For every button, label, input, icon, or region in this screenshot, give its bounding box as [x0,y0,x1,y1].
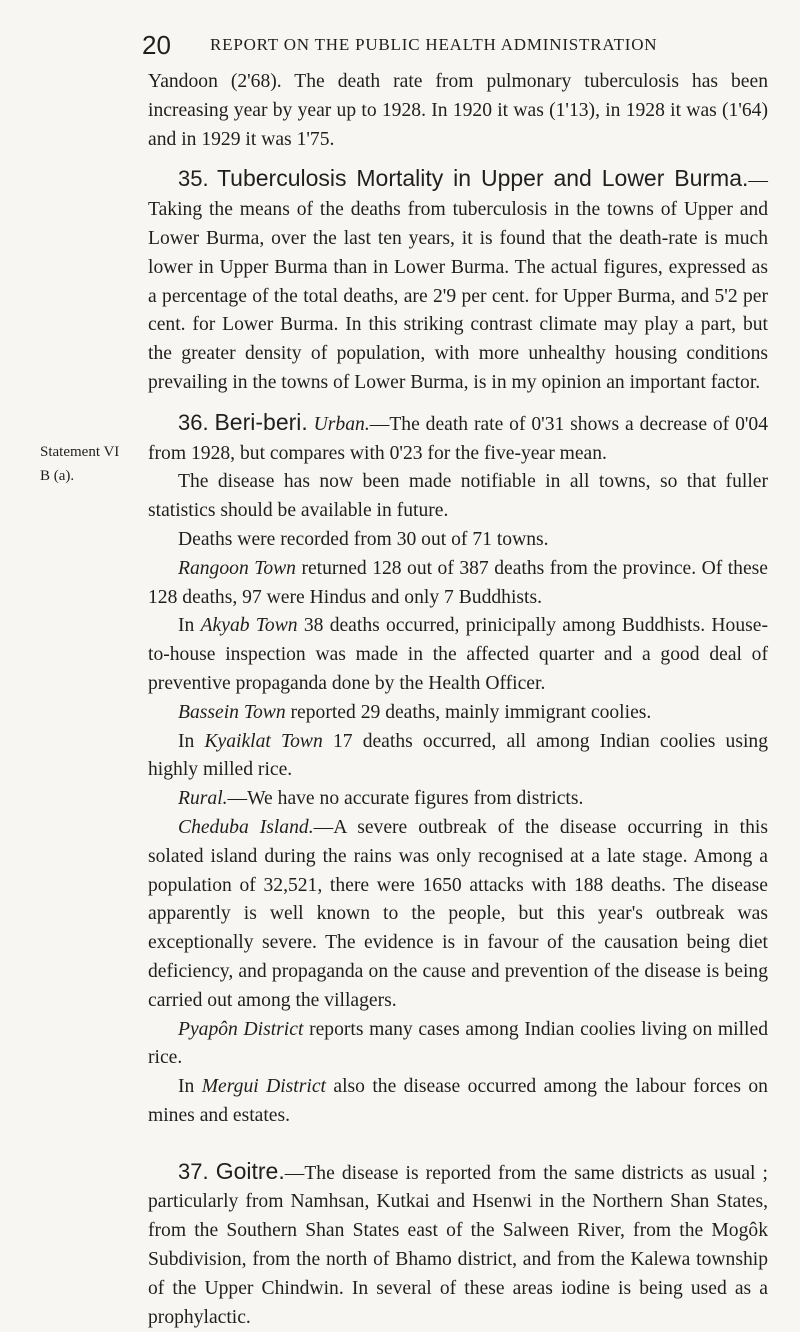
section-36-number: 36. [178,409,209,435]
intro-paragraph: Yandoon (2'68). The death rate from pulmonary tuberculosis has been increasing year by year up to 1928. In 1920 it was (1'13), in 1928 it was (1'64) and in 1929 it was 1'75. [148,71,768,150]
bassein-paragraph [148,699,768,728]
margin-note-line1: Statement VI [40,444,120,460]
notifiable-paragraph: The disease has now been made notifiable in all towns, so that fuller statistics should be available in future. [148,471,768,522]
mergui-prefix: In [178,1076,202,1098]
section-37-title: Goitre. [215,1157,285,1184]
rural-paragraph [148,785,768,814]
section-36 [148,408,768,469]
kyaiklat-prefix: In [178,730,205,752]
running-title: REPORT ON THE PUBLIC HEALTH ADMINISTRATION [210,35,658,54]
pyapon-text: reports many cases among Indian coolies living on milled rice. [148,1018,768,1069]
section-35-number: 35. [178,166,209,192]
mergui-label: Mergui District [201,1076,326,1098]
pyapon-label: Pyapôn District [178,1018,304,1040]
margin-note [40,440,140,488]
section-37-body: —The disease is reported from the same districts as usual ; particularly from Namhsan, Kutkai and Hsenwi in the Northern Shan States, from the Southern Shan States east of the Salween River, from the Mogôk Subdivision, from the north of Bhamo district, and from the Kalewa township of the Upper Chindwin. In several of these areas iodine is being used as a prophylactic. [148,1162,768,1328]
section-37-number: 37. [178,1158,209,1184]
deaths-paragraph: Deaths were recorded from 30 out of 71 towns. [178,528,549,550]
akyab-text: 38 deaths occurred, prinicipally among Buddhists. House-to-house inspection was made in the affected quarter and a good deal of preventive propaganda done by the Health Officer. [148,615,768,694]
kyaiklat-paragraph [148,728,768,786]
section-37 [148,1157,768,1332]
akyab-label: Akyab Town [200,615,298,637]
rangoon-text: returned 128 out of 387 deaths from the province. Of these 128 deaths, 97 were Hindus and only 7 Buddhists. [148,557,768,608]
section-35-body: —Taking the means of the deaths from tuberculosis in the towns of Upper and Lower Burma, over the last ten years, it is found that the death-rate is much lower in Upper Burma than in Lower Burma. The actual figures, expressed as a percentage of the total deaths, are 2'9 per cent. for Upper Burma, and 5'2 per cent. for Lower Burma. In this striking contrast climate may play a part, but the greater density of population, with more unhealthy housing conditions prevailing in the towns of Lower Burma, is in my opinion an important factor. [148,170,768,393]
section-36-title: Beri-beri. [214,408,308,435]
bassein-text: reported 29 deaths, mainly immigrant coolies. [285,701,652,723]
section-35-title: Tuberculosis Mortality in Upper and Lower Burma. [216,165,749,192]
urban-label: Urban. [313,413,370,435]
akyab-paragraph [148,612,768,698]
akyab-prefix: In [178,615,201,637]
pyapon-paragraph [148,1016,768,1074]
mergui-text: also the disease occurred among the labour forces on mines and estates. [148,1076,768,1126]
urban-text: —The death rate of 0'31 shows a decrease of 0'04 from 1928, but compares with 0'23 for the five-year mean. [148,413,768,464]
rangoon-label: Rangoon Town [178,557,296,579]
section-35 [148,164,768,397]
cheduba-paragraph [148,814,768,1016]
bassein-label: Bassein Town [178,701,286,723]
mergui-paragraph [148,1073,768,1131]
rangoon-paragraph [148,555,768,613]
margin-note-line2: B (a). [40,468,75,484]
cheduba-label: Cheduba Island. [178,816,314,838]
cheduba-text: —A severe outbreak of the disease occurring in this solated island during the rains was only recognised at a late stage. Among a population of 32,521, there were 1650 attacks with 188 deaths. The disease apparently is well known to the people, but this year's outbreak was exceptionally severe. The evidence is in favour of the causation being diet deficiency, and propaganda on the cause and prevention of the disease is being carried out among the villagers. [148,816,768,1011]
rural-label: Rural. [178,788,228,810]
kyaiklat-label: Kyaiklat Town [204,730,323,752]
rural-text: —We have no accurate figures from districts. [227,788,584,810]
kyaiklat-text: 17 deaths occurred, all among Indian coolies using highly milled rice. [148,730,769,781]
main-text [148,68,768,1332]
page-number: 20 [142,30,171,60]
page-header [142,30,762,64]
